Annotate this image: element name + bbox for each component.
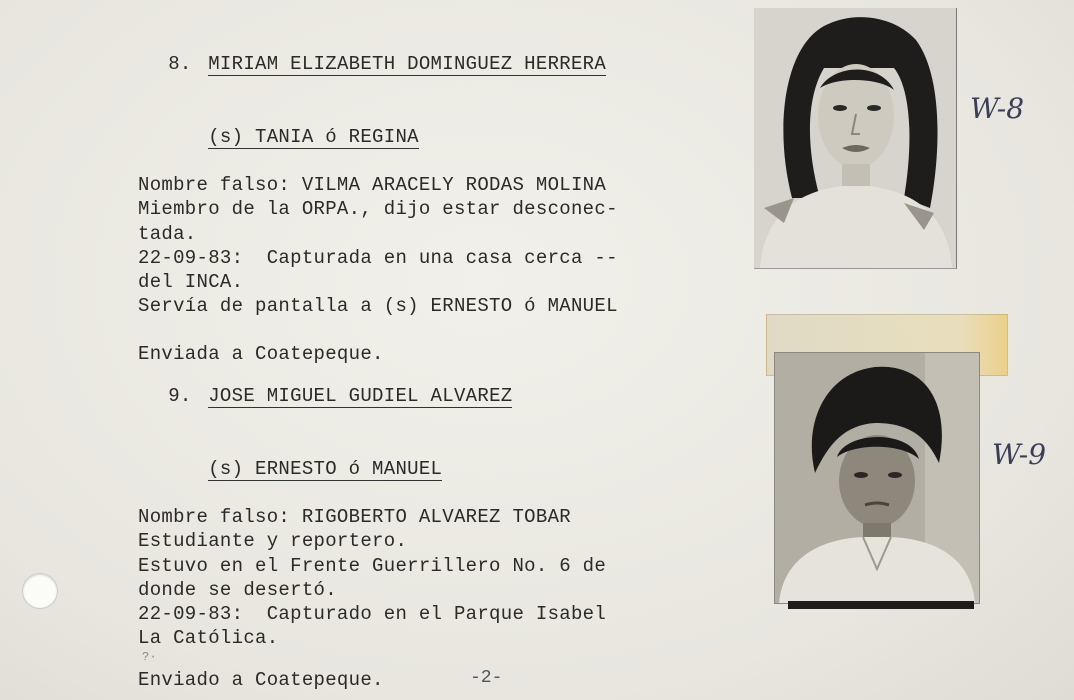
photo-code-8: W-8 [970,92,1025,125]
entry-line: La Católica. [138,627,279,650]
entry-destination: Enviado a Coatepeque. [138,669,384,692]
entry-9 [98,360,606,693]
photo-edge-bar [788,601,974,609]
entry-name: MIRIAM ELIZABETH DOMINGUEZ HERRERA [208,53,607,76]
entry-line: donde se desertó. [138,578,337,601]
entry-alias: (s) ERNESTO ó MANUEL [208,457,443,480]
portrait-photo-9 [774,352,980,604]
entry-line: Estuvo en el Frente Guerrillero No. 6 de [138,554,607,577]
entry-number: 8. [168,53,192,76]
entry-line: tada. [138,222,197,245]
entry-alias: (s) TANIA ó REGINA [208,125,419,148]
entry-line: 22-09-83: Capturada en una casa cerca -- [138,246,618,269]
entry-line: Servía de pantalla a (s) ERNESTO ó MANUEL [138,295,618,318]
man-portrait-icon [775,353,979,603]
entry-line: Nombre falso: RIGOBERTO ALVAREZ TOBAR [138,506,571,529]
entry-name: JOSE MIGUEL GUDIEL ALVAREZ [208,385,513,408]
entry-line: 22-09-83: Capturado en el Parque Isabel [138,603,607,626]
entry-line: del INCA. [138,271,244,294]
entry-line: Nombre falso: VILMA ARACELY RODAS MOLINA [138,174,607,197]
entry-destination: Enviada a Coatepeque. [138,343,384,366]
woman-portrait-icon [754,8,956,268]
portrait-photo-8 [754,8,957,269]
punch-hole [22,573,58,609]
entry-line: Estudiante y reportero. [138,530,408,553]
stray-mark: ?· [142,650,158,665]
entry-8 [98,28,618,367]
photo-code-9: W-9 [992,438,1047,471]
entry-number: 9. [168,385,192,408]
page-number: -2- [470,668,503,688]
entry-line: Miembro de la ORPA., dijo estar desconec- [138,198,618,221]
